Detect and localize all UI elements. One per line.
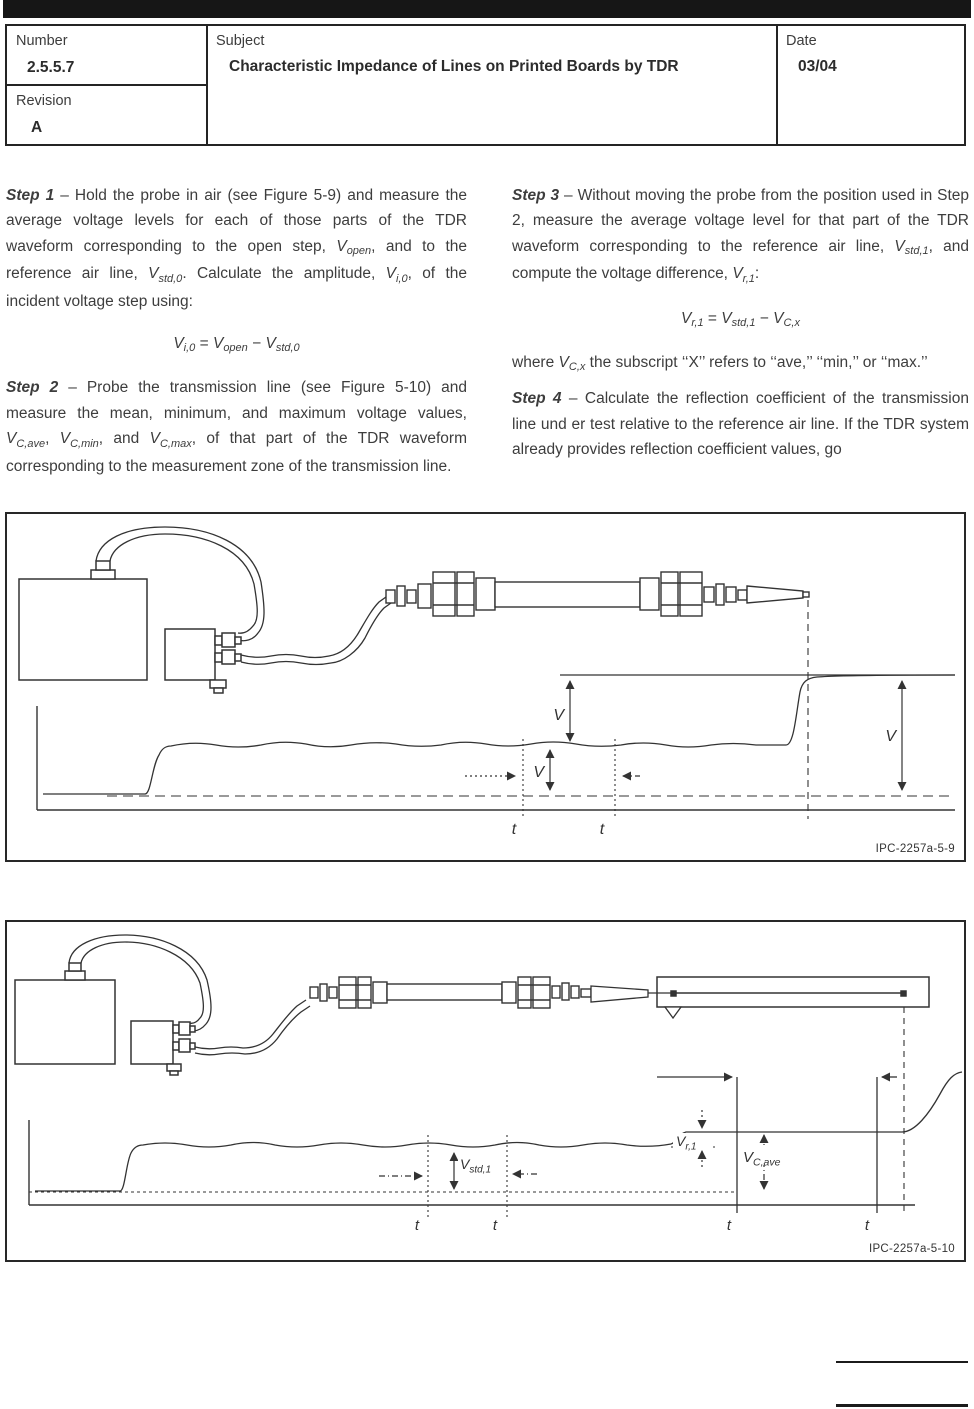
tdr-waveform: [43, 675, 955, 794]
sampling-head: [165, 629, 241, 693]
revision-label: Revision: [16, 93, 72, 109]
equation-vr1: $V_{r,1} = V_{std,1} - V_{C,x}$: [681, 309, 800, 329]
label-t1: t: [511, 821, 517, 838]
subject-label: Subject: [216, 33, 265, 49]
paragraph-step1: Step 1 – Hold the probe in air (see Figure 5-9) and measure the average voltage levels for each of those parts of the TDR waveform corresponding to the open step, $V_{open}$, and to the reference air line, $V_{std,0}$. Calculate the amplitude, $V_{i,0}$, of the incident voltage step using:: [6, 187, 467, 310]
figure-5-9-drawing: [7, 514, 964, 860]
svg-text:Vstd,1: $V_{std,1}$: [460, 1156, 492, 1176]
paragraph-step2: Step 2 – Probe the transmission line (see Figure 5-10) and measure the mean, minimum, and maximum voltage values, $V_{C,ave}$, $V_{C,min}$, and $V_{C,max}$, of that part of the TDR waveform corresponding to the measurement zone of the transmission line.: [6, 379, 468, 475]
label-t2: t: [492, 1217, 498, 1234]
probe-taper: [747, 586, 803, 603]
figure-5-10: [5, 920, 966, 1262]
svg-text:Vr,1: $V_{r,1}$: [676, 1133, 697, 1153]
subject-value: Characteristic Impedance of Lines on Printed Boards by TDR: [229, 58, 679, 75]
dimension-arrows: [465, 681, 902, 790]
paragraph-where: where $V_{C,x}$ the subscript ‘‘X’’ refers to ‘‘ave,’’ ‘‘min,’’ or ‘‘max.’’: [512, 354, 928, 374]
text-column-right: [512, 183, 969, 472]
figure-5-9: [5, 512, 966, 862]
tdr-instrument: [19, 561, 147, 680]
transmission-line-board: [657, 977, 929, 1007]
figure-5-10-caption: IPC-2257a-5-10: [868, 1243, 955, 1255]
text-column-left: [6, 183, 467, 488]
label-v-c-ave: [740, 1148, 790, 1169]
label-v-std0: V: [533, 764, 544, 781]
label-v-r1: [673, 1133, 711, 1153]
header-divider-number-revision: [7, 84, 208, 86]
label-t2: t: [599, 821, 605, 838]
svg-text:VC,ave: $V_{C,ave}$: [743, 1149, 781, 1169]
footer-rule-top: [836, 1361, 968, 1363]
probe-contact-dot: [671, 991, 676, 996]
label-t4: t: [864, 1217, 870, 1234]
label-v-std1: [458, 1156, 502, 1176]
label-v-open-step: V: [553, 707, 564, 724]
tdr-waveform: [35, 1072, 962, 1191]
figure-5-10-drawing: [7, 922, 964, 1260]
reference-air-line: [386, 572, 809, 616]
tdr-instrument: [15, 963, 115, 1064]
figure-5-9-caption: IPC-2257a-5-9: [875, 843, 955, 855]
revision-value: A: [31, 119, 43, 136]
probe-tip: [803, 592, 809, 597]
label-v-open: V: [885, 728, 896, 745]
ground-triangle-marker: [665, 1007, 681, 1018]
label-t3: t: [726, 1217, 732, 1234]
header-table: [5, 24, 966, 146]
paragraph-step4: Step 4 – Calculate the reflection coefficient of the transmission line und er test relative to the reference air line. If the TDR system already provides reflection coefficient values, go: [512, 390, 969, 459]
date-label: Date: [786, 33, 817, 49]
number-label: Number: [16, 33, 68, 49]
top-black-bar: [3, 0, 971, 18]
waveform-axes: [37, 706, 955, 810]
footer-rule-bottom: [836, 1404, 968, 1407]
connector-assembly: [310, 977, 591, 1008]
trace-end-dot: [901, 991, 906, 996]
date-value: 03/04: [798, 58, 837, 75]
sampling-head: [131, 1021, 195, 1075]
label-t1: t: [414, 1217, 420, 1234]
equation-vi0: $V_{i,0} = V_{open} - V_{std,0}$: [173, 335, 300, 355]
paragraph-step3: Step 3 – Without moving the probe from the position used in Step 2, measure the average voltage level for that part of the TDR waveform corresponding to the reference air line, $V_{std,1}$, and compute the voltage difference, $V_{r,1}$:: [512, 187, 969, 285]
number-value: 2.5.5.7: [27, 59, 75, 76]
dimension-arrows: [379, 1110, 764, 1189]
header-divider-2: [776, 26, 778, 144]
coax-cable-2: [195, 1000, 310, 1055]
